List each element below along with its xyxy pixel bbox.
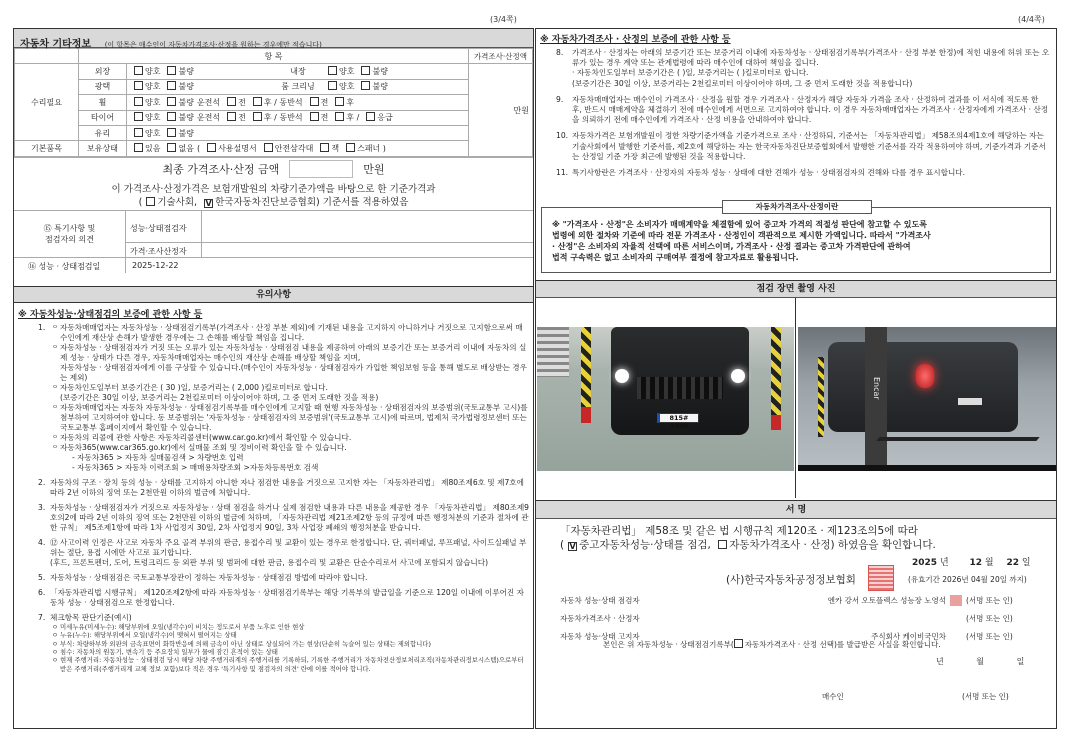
checkbox[interactable] (134, 112, 143, 121)
checkbox-label: 양호 (145, 128, 161, 138)
bullet-icon: ㅇ (51, 622, 59, 631)
inspection-date-value: 2025-12-22 (132, 260, 179, 270)
notice-body (50, 613, 529, 673)
checkbox-option (223, 113, 246, 122)
checkbox-option (342, 144, 386, 153)
buyer-date-year: 년 (936, 657, 944, 666)
notice-subline: - 자동차365 > 자동차 이력조회 > 매매용차량조회 >자동차등록번호 검색 (72, 462, 319, 472)
notice-item (38, 323, 529, 473)
checkbox-option (130, 113, 160, 122)
notice-bullet (50, 433, 529, 443)
item-column-header: 항 목 (79, 49, 469, 64)
lift-post-back (818, 357, 824, 437)
buyer-date-day: 일 (1016, 657, 1025, 666)
final-price-input[interactable] (289, 160, 353, 178)
bullet-text: 자동차365(www.car365.go.kr)에서 실매물 조회 및 정비이력 확인을 할 수 있습니다. (60, 442, 347, 452)
checkbox-label: 양호 (339, 67, 355, 77)
checkbox-option (331, 98, 354, 107)
checkbox[interactable] (253, 97, 262, 106)
kadia-checkbox[interactable]: V (205, 198, 212, 208)
inspector-seal-icon (950, 595, 962, 606)
notice-number: 2. (38, 477, 46, 487)
checkbox-option (357, 67, 387, 76)
checkbox-label: 불량 (372, 82, 388, 92)
page-number-right: (4/4쪽) (1018, 15, 1045, 24)
notice-text: ⑫ 사고이력 인정은 사고로 자동차 주요 골격 부위의 판금, 용접수리 및 교환이 있는 경우로 한정합니다. 단, 쿼터패널, 루프패널, 사이드실패널 부위는 절단, 용접 시에만 사고로 표기합니다. (후드, 프론트펜더, 도어, 트렁크리드 등 외판 부위 및 범퍼에 대한 판금, 용접수리 및 교환은 단순수리로서 사고에 포함되지 않습니다) (50, 537, 527, 567)
checkbox[interactable] (227, 97, 236, 106)
checkbox-label: 후 (346, 97, 355, 107)
inspection-date-label: ⑯ 성능 · 상태점검일 (14, 258, 126, 273)
checkbox-label: 없음 (178, 144, 194, 154)
grille (637, 377, 723, 399)
checkbox[interactable] (335, 112, 344, 121)
bullet-text: 자동차인도일부터 보증기간은 ( 30 )일, 보증거리는 ( 2,000 )킬로미터로 합니다. (보증기간은 30일 이상, 보증거리는 2천킬로미터 이상이어야 하며, 그 중 먼저 도래한 것을 적용) (60, 382, 379, 402)
checkbox-label: 불량 (178, 97, 194, 107)
notice-item (38, 573, 529, 583)
remarks-inspector-field[interactable] (202, 211, 533, 243)
notice-number: 10. (556, 131, 569, 141)
checkbox-label: 양호 (339, 82, 355, 92)
sub-label: 내장 (290, 67, 306, 77)
checkbox-label: 불량 (372, 67, 388, 77)
notice-text: 자동차의 구조 · 장치 등의 성능 · 상태를 고지하지 아니한 자나 점검한 내용을 거짓으로 고지한 자는 「자동차관리법」 제80조제6호 및 제7호에 따라 2년 이하의 징역 또는 2천만원 이하의 벌금에 처합니다. (50, 477, 524, 497)
checkbox-option (306, 98, 329, 107)
receipt-checkbox[interactable] (734, 639, 743, 648)
row-options (127, 95, 469, 110)
checkbox-label: 불량 (178, 67, 194, 77)
notice-number: 5. (38, 572, 46, 582)
rear-inspection-photo (798, 327, 1056, 471)
checkbox[interactable] (134, 81, 143, 90)
receipt-statement (603, 639, 941, 650)
checkbox-label: 불량 (178, 82, 194, 92)
buyer-label: 매수인 (822, 692, 844, 701)
association-name: (사)한국자동차공정정보협회 (726, 574, 856, 586)
notice-item (38, 588, 529, 608)
checkbox-label: 후 / (346, 113, 360, 123)
bullet-icon: ㅇ (52, 403, 58, 411)
signer-signature-field[interactable]: (서명 또는 인) (966, 596, 1013, 605)
checkbox-option (357, 82, 387, 91)
checkbox-option (324, 82, 354, 91)
bullet-text: 자동차매매업자는 자동차성능 · 상태점검기록부(가격조사 · 산정 부분 제외)에 기재된 내용을 고지하지 아니하거나 거짓으로 고지함으로써 매수인에게 재산상 손해가 발생한 경우에는 그 손해를 배상할 책임을 집니다. (60, 322, 523, 342)
basis-line-1: 이 가격조사·산정가격은 보험개발원의 차량기준가액을 바탕으로 한 기준가격과 (111, 183, 436, 195)
notice-item (38, 503, 529, 533)
checkbox-option (130, 98, 160, 107)
definition-text: ※ "가격조사 · 산정"은 소비자가 매매계약을 체결함에 있어 중고차 가격의 적절성 판단에 참고할 수 있도록 법령에 의한 절차와 기준에 따라 전문 가격조사 · 산정인이 객관적으로 제시한 가액입니다. 따라서 "가격조사 · 산정"은 소비자의 자율적 선택에 따른 서비스이며, 가격조사 · 산정 결과는 중고차 가격판단에 관하여 법적 구속력은 없고 소비자의 구매여부 결정에 참고자료로 활용됩니다. (552, 220, 931, 262)
checkbox[interactable] (167, 112, 176, 121)
suv-front (611, 327, 749, 435)
checkbox-option (163, 98, 193, 107)
bullet-text: 자동차성능 · 상태점검자가 거짓 또는 오류가 있는 자동차성능 · 상태점검 내용을 제공하여 아래의 보증기간 또는 보증거리 이내에 자동차의 실제 성능 · 상태가 다른 경우, 자동차매매업자는 매수인의 재산상 손해를 배상할 책임을 지며, 자동차성능 · 상태점검자에게 이를 구상할 수 있습니다.(매수인이 자동차성능 · 상태점검자가 가입한 책임보험 등을 통해 별도로 배상받는 경우는 제외) (60, 342, 527, 382)
checkbox-option (316, 144, 339, 153)
option-text: ( (196, 144, 201, 154)
suv-rear (828, 342, 1018, 432)
option-text: 운전석 (196, 97, 221, 107)
remarks-label: ⑮ 특기사항 및 점검자의 의견 (14, 211, 126, 258)
checkbox[interactable] (320, 143, 329, 152)
checkbox-option (203, 144, 257, 153)
definition-box (541, 202, 1051, 273)
checkbox-label: 후 / 동반석 (263, 113, 303, 123)
checkbox-option (130, 144, 160, 153)
checkbox[interactable] (134, 66, 143, 75)
criteria-bullet (50, 623, 529, 631)
checkbox[interactable] (253, 112, 262, 121)
basic-items-label: 보유상태 (79, 141, 127, 156)
lift-post-right-base (771, 415, 781, 430)
price-appraisal-checkbox[interactable] (718, 540, 727, 549)
sig-year-unit: 년 (939, 558, 949, 568)
option-text: 운전석 (196, 113, 221, 123)
bullet-icon: ㅇ (52, 343, 58, 351)
sig-day-unit: 일 (1021, 558, 1031, 568)
checkbox-option (130, 82, 160, 91)
notice-body (50, 478, 529, 498)
checkbox-label: 양호 (145, 82, 161, 92)
checkbox-label: 전 (238, 97, 246, 107)
basic-items-group: 기본품목 (15, 141, 79, 156)
checkbox[interactable] (227, 112, 236, 121)
other-info-note: (이 항목은 매수인이 자동차가격조사·산정을 원하는 경우에만 적습니다) (104, 41, 322, 49)
bullet-icon: ㅇ (51, 656, 59, 665)
notice-item (38, 478, 529, 498)
notice-bullet (50, 343, 529, 383)
notice-text: 특기사항란은 가격조사 · 산정자의 자동차 성능 · 상태에 대한 견해가 성능 · 상태점검자의 견해와 다를 경우 표시합니다. (572, 168, 966, 178)
checkbox-label: 스패너 ) (357, 144, 386, 154)
bullet-icon: ㅇ (51, 639, 59, 648)
signer-name: 주식회사 케이비국민차 (871, 632, 946, 641)
checkbox-label: 전 (320, 113, 329, 123)
bullet-text: 자동차매매업자는 자동차 자동차성능 · 상태점검기록부를 매수인에게 고지할 때 현행 자동차성능 · 상태점검자의 보증범위(국토교통부 고시)를 첨부하여 고지하여야 합니다. 동 보증범위는 '자동차성능 · 상태점검자의 보증범위'(국토교통부 고시)에 따르며, 법제처 국가법령정보센터 또는 국토교통부 홈페이지에서 확인할 수 있습니다. (60, 402, 528, 432)
notice-text: 「자동차관리법 시행규칙」 제120조제2항에 따라 자동차성능 · 상태점검기록부는 해당 기록부의 발급일을 기준으로 120일 이내에 이루어진 자동차 성능 · 상태점검으로 한정합니다. (50, 587, 524, 607)
notice-text: 자동차매매업자는 매수인이 가격조사 · 산정을 원할 경우 가격조사 · 산정자가 해당 자동차 가격을 조사 · 산정하여 결과를 이 서식에 적도록 한 후, 반드시 매매계약을 체결하기 전에 매수인에게 서면으로 고지하여야 합니다. 이 경우 자동차매매업자는 가격조사 · 산정자에게 가격조사 · 산정을 의뢰하기 전에 매수인에게 가격조사 · 산정 비용을 안내하여야 합니다. (572, 94, 1049, 125)
row-label: 광택 (79, 79, 127, 94)
criteria-text: 현재 주행거리: 자동차성능 · 상태점검 당시 해당 차량 주행거리계의 주행거리를 기록하되, 기록한 주행거리가 자동차전산정보처리조직(자동차관리정보시스템)으로부터 받은 주행거리(주행거리계 교체 정보 포함)보다 적은 경우 '특기사항 및 점검자의 의견' 란에 이를 적어야 합니다. (60, 656, 524, 673)
sig-month-unit: 월 (984, 558, 994, 568)
lift-post-left-base (581, 407, 591, 423)
price-notices-title: ※ 자동차가격조사 · 산정의 보증에 관한 사항 등 (540, 35, 731, 45)
checkbox-label: 응급 (377, 113, 393, 123)
notices-header: 유의사항 (14, 286, 533, 303)
checkbox[interactable] (167, 128, 176, 137)
notice-number: 8. (556, 48, 564, 57)
checkbox-label: 후 / 동반석 (263, 97, 303, 107)
price-notice-item (556, 131, 1050, 162)
notice-number: 7. (38, 612, 46, 622)
row-label: 타이어 (79, 110, 127, 125)
signer-role: 자동차 성능·상태 점검자 (560, 596, 640, 605)
signer-role: 자동차가격조사 · 산정자 (560, 614, 640, 623)
price-notice-item (556, 48, 1050, 89)
row-options (127, 125, 469, 140)
page-3-panel (13, 28, 534, 729)
price-notice-item (556, 95, 1050, 126)
checkbox-label: 잭 (331, 144, 340, 154)
price-column-header: 가격조사·산정액 (469, 49, 533, 64)
checkbox[interactable] (366, 112, 375, 121)
criteria-bullet (50, 656, 529, 673)
repair-row (15, 64, 533, 79)
notice-number: 4. (38, 537, 46, 547)
repair-needed-label: 수리필요 (15, 64, 79, 141)
repair-row (15, 110, 533, 125)
encar-brand-text: Encar (872, 377, 881, 400)
sig-month: 12 (969, 558, 983, 568)
other-info-title: 자동차 기타정보 (20, 39, 92, 50)
checkbox-option (306, 113, 329, 122)
criteria-text: 침수: 자동차의 원동기, 변속기 등 주요장치 일부가 물에 잠긴 흔적이 있는 상태 (60, 647, 278, 656)
lift-rail (876, 437, 1039, 441)
remarks-inspector-label: 성능·상태점검자 (126, 211, 202, 243)
bullet-icon: ㅇ (52, 433, 58, 441)
basis-option-1: 기술사회, (157, 196, 198, 208)
checkbox[interactable] (335, 97, 344, 106)
other-info-header (14, 29, 533, 48)
checkbox-label: 불량 (178, 128, 194, 138)
row-options (127, 110, 469, 125)
checkbox[interactable] (167, 81, 176, 90)
rear-plate (958, 398, 982, 405)
notice-item (38, 538, 529, 568)
photos-divider (795, 298, 796, 498)
repair-row (15, 125, 533, 140)
notice-number: 3. (38, 502, 46, 512)
checkbox[interactable] (134, 143, 143, 152)
checkbox-option (163, 67, 193, 76)
basic-items-row (15, 141, 533, 156)
checkbox-option (130, 67, 160, 76)
checkbox[interactable] (134, 128, 143, 137)
basis-option-2: 한국자동차진단보증협회) 기준서를 적용하였음 (215, 196, 409, 208)
checkbox-option (163, 82, 193, 91)
other-info-table (14, 48, 533, 157)
checkbox-option (130, 129, 160, 138)
headlight-right (731, 369, 745, 383)
row-options (127, 64, 469, 79)
camera-caption-bar (798, 465, 1056, 471)
buyer-date (936, 656, 1024, 667)
signature-header: 서 명 (536, 500, 1056, 519)
buyer-signature-field[interactable]: (서명 또는 인) (962, 692, 1009, 701)
repair-row (15, 95, 533, 110)
checkbox-label: 양호 (145, 67, 161, 77)
checkbox-label: 양호 (145, 113, 161, 123)
criteria-text: 누유(누수): 해당부위에서 오일(냉각수)이 맺혀서 떨어지는 상태 (60, 631, 237, 640)
license-plate: 815# 1999 (657, 413, 699, 423)
remarks-appraiser-field[interactable] (202, 243, 533, 258)
checkbox-option (331, 113, 359, 122)
bullet-icon: ㅇ (52, 383, 58, 391)
sub-item (275, 81, 391, 92)
basis-paren: ( (138, 196, 143, 208)
signature-option-2: 자동차가격조사 · 산정) 하였음을 확인합니다. (729, 539, 936, 551)
signer-name: 엔카 강서 오토플렉스 성능장 노영석 (827, 596, 946, 605)
checkbox-option (362, 113, 392, 122)
sub-label: 룸 크리닝 (281, 82, 315, 92)
notice-body (50, 573, 529, 583)
performance-check-checkbox[interactable]: V (569, 542, 576, 551)
notice-bullet (50, 383, 529, 403)
repair-row (15, 79, 533, 94)
criteria-bullet (50, 640, 529, 648)
notices-section-title: ※ 자동차성능·상태점검의 보증에 관한 사항 등 (18, 309, 203, 320)
headlight-left (615, 369, 629, 383)
checkbox[interactable] (346, 143, 355, 152)
row-label: 외장 (79, 64, 127, 79)
notice-number: 11. (556, 168, 569, 178)
signer-role: 자동차 성능·상태 고지자 (560, 632, 640, 641)
signer-signature-field[interactable]: (서명 또는 인) (966, 632, 1013, 641)
price-notices-list (536, 48, 1056, 178)
checkbox[interactable] (310, 97, 319, 106)
row-label: 유리 (79, 125, 127, 140)
checkbox-option (163, 129, 193, 138)
checkbox-option (163, 144, 193, 153)
notice-body (50, 323, 529, 473)
notice-number: 9. (556, 94, 564, 104)
checkbox-option (260, 144, 314, 153)
checkbox[interactable] (167, 66, 176, 75)
sig-year: 2025 (912, 558, 938, 568)
checkbox-label: 안전삼각대 (274, 144, 314, 154)
checkbox-label: 불량 (178, 113, 194, 123)
final-price-label: 최종 가격조사·산정 금액 (162, 163, 280, 177)
price-amount-cell[interactable]: 만원 (469, 64, 533, 156)
checkbox-label: 양호 (145, 97, 161, 107)
validity-period: (유효기간 2026년 04월 20일 까지) (908, 575, 1027, 584)
row-options (127, 79, 469, 94)
notice-number: 6. (38, 587, 46, 597)
final-price-row (14, 157, 533, 181)
checkbox[interactable] (328, 66, 337, 75)
remarks-section (14, 211, 533, 273)
notice-bullet (50, 443, 529, 453)
notice-text: 가격조사 · 산정자는 아래의 보증기간 또는 보증거리 이내에 자동차성능 · 상태점검기록부(가격조사 · 산정 부분 한정)에 적힌 내용에 허위 또는 오류가 있는 경우 계약 또는 관계법령에 따라 매수인에 대하여 책임을 집니다. · 자동차인도일부터 보증기간은 ( )일, 보증거리는 ( )킬로미터로 합니다. (보증기간은 30일 이상, 보증거리는 2천킬로미터 이상이어야 하며, 그 중 먼저 도래한 것을 적용합니다) (572, 48, 1050, 88)
notice-text: 자동차성능 · 상태점검은 국토교통부장관이 정하는 자동차성능 · 상태점검 방법에 따라야 합니다. (50, 572, 368, 582)
notice-item (38, 613, 529, 673)
price-basis-statement (14, 181, 533, 211)
checkbox[interactable] (167, 143, 176, 152)
bullet-icon: ㅇ (52, 443, 58, 451)
signer-signature-field[interactable]: (서명 또는 인) (966, 614, 1013, 623)
signature-paren: ( (560, 539, 565, 551)
checkbox[interactable] (167, 97, 176, 106)
notices-list (14, 323, 533, 673)
bullet-text: 자동차의 리콜에 관한 사항은 자동차리콜센터(www.car.go.kr)에서 확인할 수 있습니다. (60, 432, 352, 442)
checkbox-option (163, 113, 193, 122)
notice-text: 자동차가격은 보험개발원이 정한 차량기준가액을 기준가격으로 조사 · 산정하되, 기준서는 「자동차관리법」 제58조의4제1호에 해당하는 자는 기술사회에서 발행한 기준서를, 제2호에 해당하는 자는 한국자동차진단보증협회에서 발행한 기준서를 각각 적용하여야 하며, 기준가격과 기준서는 산정일 기준 가장 최근에 발행된 것을 적용합니다. (572, 131, 1046, 161)
checkbox[interactable] (264, 143, 273, 152)
checkbox-option (324, 67, 354, 76)
checkbox-label: 전 (320, 97, 329, 107)
front-inspection-photo (537, 327, 794, 471)
price-notice-item (556, 168, 1050, 178)
page-number-left: (3/4쪽) (490, 15, 517, 24)
notice-text: 자동차성능 · 상태점검자가 거짓으로 자동차성능 · 상태 점검을 하거나 실제 점검한 내용과 다른 내용을 제공한 경우 「자동차관리법」 제80조제9호의2에 따라 2년 이하의 징역 또는 2천만원 이하의 벌금에 처하며, 「자동차관리법 제21조제2항 등의 규정에 따른 행정처분의 기준과 절차에 관한 규칙」 제5조제1항에 따라 1차 사업정지 30일, 2차 사업정지 90일, 3차 사업장 폐쇄의 행정처분을 받습니다. (50, 502, 529, 532)
checkbox-label: 전 (238, 113, 246, 123)
bullet-icon: ㅇ (51, 631, 59, 640)
notice-body (50, 588, 529, 608)
notice-bullet (50, 403, 529, 433)
association-seal-icon (868, 565, 894, 591)
notice-body (50, 538, 529, 568)
basic-items-options (127, 141, 469, 156)
notice-text: 체크항목 판단기준(예시) (50, 612, 132, 622)
checkbox[interactable] (310, 112, 319, 121)
buyer-date-month: 월 (976, 657, 985, 666)
checkbox[interactable] (361, 81, 370, 90)
bullet-icon: ㅇ (52, 323, 58, 331)
definition-title: 자동차가격조사·산정이란 (722, 200, 872, 214)
final-price-unit: 만원 (363, 163, 385, 177)
checkbox-option (249, 98, 303, 107)
bullet-icon: ㅇ (51, 647, 59, 656)
signature-line-1: 「자동차관리법」 제58조 및 같은 법 시행규칙 제120조 · 제123조의5에 따라 (560, 525, 918, 537)
signature-statement (560, 524, 936, 552)
checkbox-option (223, 98, 246, 107)
receipt-post: 자동차가격조사 · 산정 선택)를 발급받은 사실을 확인합니다. (744, 640, 941, 649)
tail-light (916, 364, 934, 388)
photos-header: 점검 장면 촬영 사진 (536, 280, 1056, 298)
sub-item (275, 66, 391, 77)
notice-bullet (50, 323, 529, 343)
row-label: 휠 (79, 95, 127, 110)
notice-body (50, 503, 529, 533)
signature-date (912, 555, 1031, 568)
criteria-bullet (50, 631, 529, 639)
checkbox[interactable] (361, 66, 370, 75)
criteria-text: 부식: 차량하부와 외판의 금속표면이 화학반응에 의해 금속이 아닌 상태로 상실되어 가는 현상(단순히 녹슬어 있는 상태는 제외합니다) (60, 639, 431, 648)
sig-day: 22 (1006, 558, 1020, 568)
checkbox-option (249, 113, 303, 122)
checkbox-label: 있음 (145, 144, 161, 154)
remarks-appraiser-label: 가격·조사산정자 (126, 243, 202, 258)
signature-option-1: 중고자동차성능·상태를 점검, (579, 539, 711, 551)
technical-society-checkbox[interactable] (146, 197, 155, 206)
tool-cabinet (537, 327, 569, 377)
checkbox[interactable] (207, 143, 216, 152)
page-4-panel (535, 28, 1057, 729)
criteria-text: 미세누유(미세누수): 해당부위에 오일(냉각수)이 비치는 정도로서 부품 노후로 인한 현상 (60, 622, 305, 631)
checkbox[interactable] (134, 97, 143, 106)
lift-column (865, 327, 887, 471)
checkbox[interactable] (328, 81, 337, 90)
notice-subline: - 자동차365 > 자동차 실매물검색 > 차량번호 입력 (72, 452, 244, 462)
notice-number: 1. (38, 322, 46, 332)
receipt-pre: 본인은 위 자동차성능 · 상태점검기록부( (603, 640, 734, 649)
checkbox-label: 사용설명서 (218, 144, 257, 154)
